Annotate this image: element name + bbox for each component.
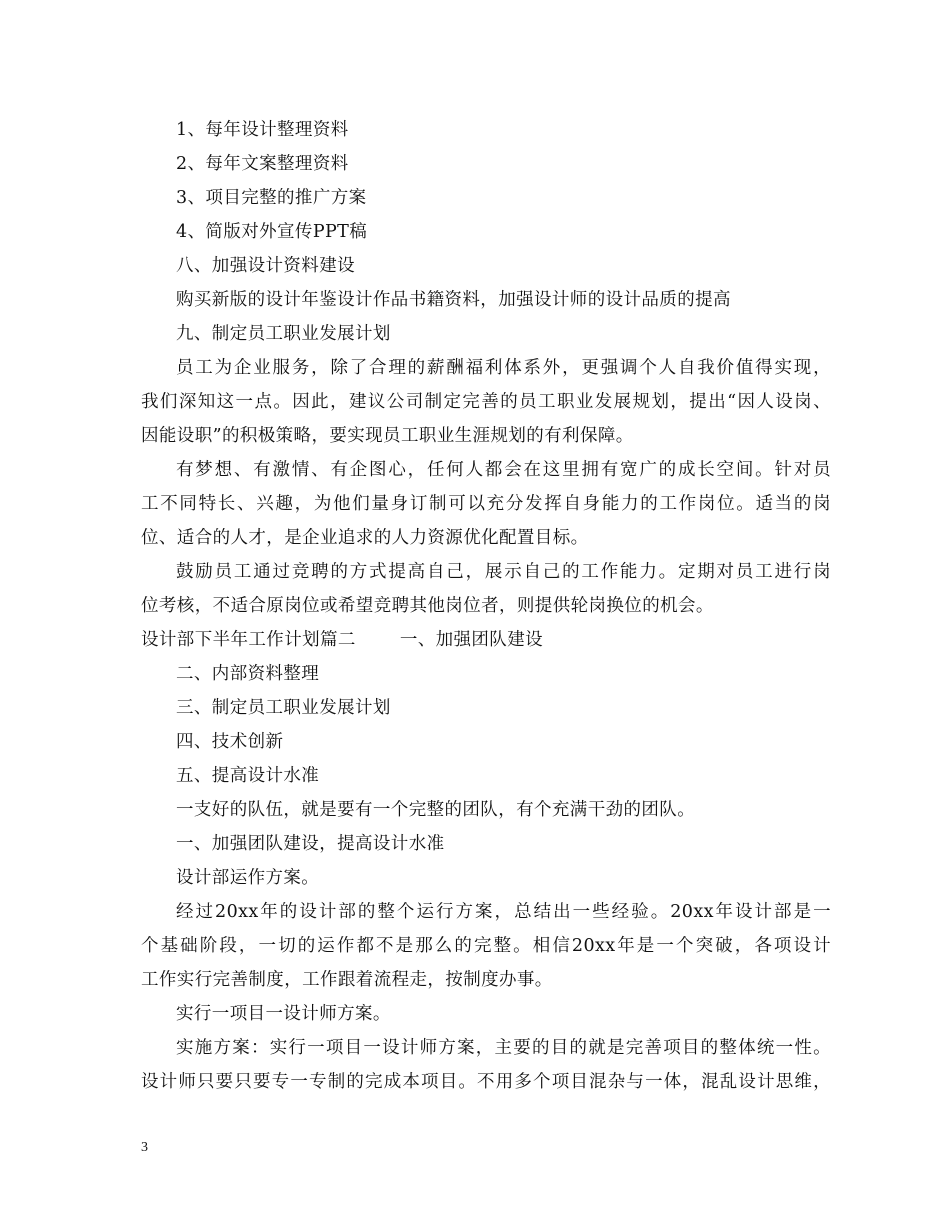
list-item: 三、制定员工职业发展计划: [176, 698, 391, 718]
section-heading: 九、制定员工职业发展计划: [176, 324, 391, 344]
paragraph-line: 位考核，不适合原岗位或希望竞聘其他岗位者，则提供轮岗换位的机会。: [141, 596, 714, 616]
section-heading: 一、加强团队建设，提高设计水准: [176, 834, 445, 854]
paragraph-line: 设计部运作方案。: [176, 868, 320, 888]
paragraph-line: 工作实行完善制度，工作跟着流程走，按制度办事。: [141, 970, 553, 990]
paragraph-line: 个基础阶段，一切的运作都不是那么的完整。相信20xx年是一个突破，各项设计: [141, 936, 831, 956]
paragraph-line: 经过20xx年的设计部的整个运行方案，总结出一些经验。20xx年设计部是一: [176, 902, 831, 922]
list-item: 五、提高设计水准: [176, 766, 320, 786]
list-item: 3、项目完整的推广方案: [176, 188, 367, 208]
section-heading: 八、加强设计资料建设: [176, 256, 355, 276]
paragraph-line: 购买新版的设计年鉴设计作品书籍资料，加强设计师的设计品质的提高: [176, 290, 731, 310]
paragraph-line: 员工为企业服务，除了合理的薪酬福利体系外，更强调个人自我价值得实现，: [176, 358, 831, 378]
list-item: 四、技术创新: [176, 732, 284, 752]
paragraph-line: 设计师只要只要专一专制的完成本项目。不用多个项目混杂与一体，混乱设计思维，: [141, 1072, 831, 1092]
paragraph-line: 鼓励员工通过竞聘的方式提高自己，展示自己的工作能力。定期对员工进行岗: [176, 562, 831, 582]
paragraph-line: 实施方案：实行一项目一设计师方案，主要的目的就是完善项目的整体统一性。: [176, 1038, 831, 1058]
section-title-left: 设计部下半年工作计划篇二: [141, 630, 356, 650]
paragraph-line: 工不同特长、兴趣，为他们量身订制可以充分发挥自身能力的工作岗位。适当的岗: [141, 494, 831, 514]
paragraph-line: 我们深知这一点。因此，建议公司制定完善的员工职业发展规划，提出“因人设岗、: [141, 392, 831, 412]
section-title-right: 一、加强团队建设: [399, 630, 544, 650]
paragraph-line: 位、适合的人才，是企业追求的人力资源优化配置目标。: [141, 528, 589, 548]
paragraph-line: 有梦想、有激情、有企图心，任何人都会在这里拥有宽广的成长空间。针对员: [176, 460, 831, 480]
section-title: [141, 629, 831, 651]
list-item: 2、每年文案整理资料: [176, 154, 349, 174]
list-item: 二、内部资料整理: [176, 664, 320, 684]
list-item: 4、简版对外宣传PPT稿: [176, 222, 368, 242]
paragraph-line: 实行一项目一设计师方案。: [176, 1004, 391, 1024]
page-number: 3: [141, 1140, 148, 1155]
list-item: 1、每年设计整理资料: [176, 120, 349, 140]
paragraph-line: 一支好的队伍，就是要有一个完整的团队，有个充满干劲的团队。: [176, 800, 696, 820]
paragraph-line: 因能设职”的积极策略，要实现员工职业生涯规划的有利保障。: [141, 426, 634, 446]
